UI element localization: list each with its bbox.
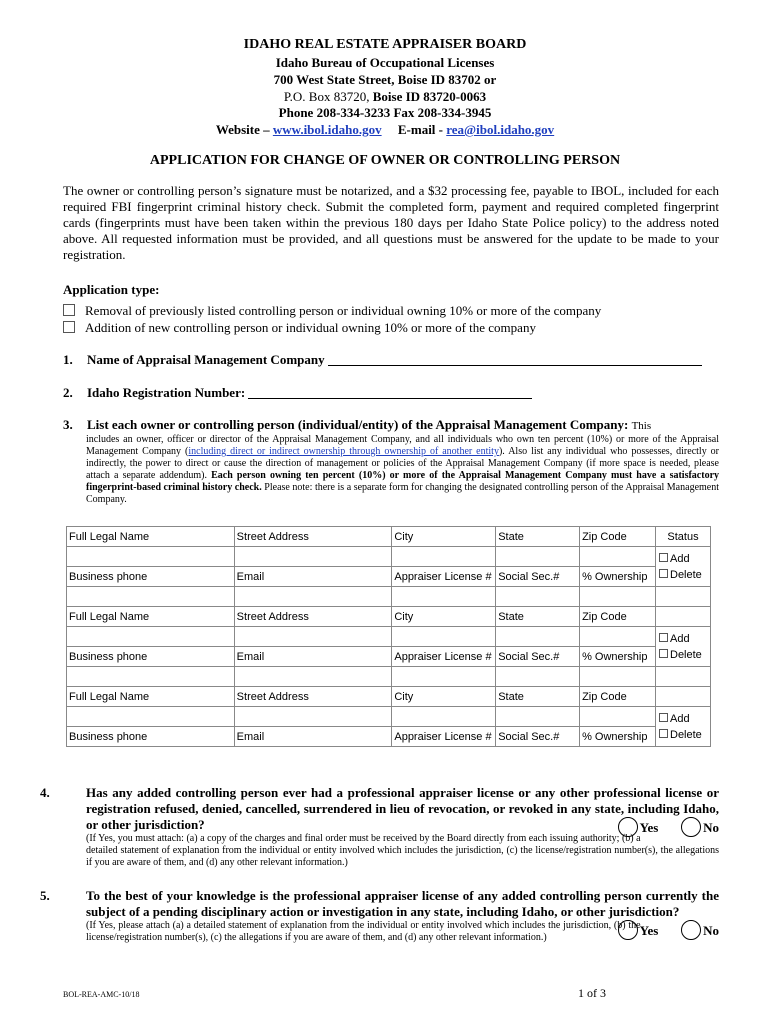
header-street: Street Address — [234, 527, 392, 547]
add-label: Add — [670, 552, 690, 565]
header-license: Appraiser License # — [392, 727, 496, 747]
zip-input[interactable] — [580, 707, 656, 727]
q4-note: (If Yes, you must attach: (a) a copy of the charges and final order must be received by the Board directly from each issuing authority; (b) a detailed statement of explanation from the individual or entity involved which includes the jurisdiction, (c) the license/registration number(s), the allegations if you are aware of them, and (d) any other relevant information.) — [86, 833, 719, 868]
q3-text-1: includes an owner, officer or director of the Appraisal Management Company, and all individuals who own ten percent (10%) or more of the Appraisal Management Company ( — [86, 434, 719, 457]
ssn-input[interactable] — [496, 667, 580, 687]
table-row — [67, 567, 711, 587]
business-phone-input[interactable] — [67, 667, 235, 687]
city-input[interactable] — [392, 547, 496, 567]
header-city: City — [392, 607, 496, 627]
state-input[interactable] — [496, 707, 580, 727]
header-business-phone: Business phone — [67, 727, 235, 747]
email-label: E-mail - — [397, 122, 443, 137]
header-full-name: Full Legal Name — [67, 527, 235, 547]
table-row — [67, 707, 711, 727]
header-business-phone: Business phone — [67, 567, 235, 587]
header-email: Email — [234, 647, 392, 667]
header-ssn: Social Sec.# — [496, 567, 580, 587]
question-3 — [63, 417, 719, 506]
amc-name-field[interactable] — [328, 365, 702, 366]
status-blank — [656, 687, 711, 707]
header-email: Email — [234, 567, 392, 587]
status-add[interactable] — [659, 631, 708, 647]
page-number: 1 of 3 — [578, 986, 606, 1000]
option-removal-label: Removal of previously listed controlling person or individual owning 10% or more of the company — [85, 303, 602, 318]
table-row — [67, 587, 711, 607]
application-type-label: Application type: — [63, 282, 160, 297]
status-add[interactable] — [659, 711, 708, 727]
q5-answers — [641, 920, 719, 940]
ownership-input[interactable] — [580, 587, 656, 607]
q2-label: Idaho Registration Number: — [87, 385, 246, 400]
form-title: APPLICATION FOR CHANGE OF OWNER OR CONTROLLING PERSON — [149, 153, 621, 168]
header-city: City — [392, 687, 496, 707]
registration-number-field[interactable] — [248, 398, 532, 399]
q3-text-2: ). Also list any individual who possesses, directly or indirectly, the power to direct or cause the direction of management or policies of the Appraisal Management Company (if more space is needed, please attach a separate addendum). — [86, 446, 719, 481]
table-row — [67, 547, 711, 567]
header-email: Email — [234, 727, 392, 747]
table-row — [67, 667, 711, 687]
status-add[interactable] — [659, 551, 708, 567]
add-checkbox[interactable] — [659, 633, 668, 642]
header-ssn: Social Sec.# — [496, 647, 580, 667]
state-input[interactable] — [496, 547, 580, 567]
website-label: Website – — [215, 122, 270, 137]
delete-checkbox[interactable] — [659, 649, 668, 658]
bureau-name: Idaho Bureau of Occupational Licenses — [275, 55, 495, 70]
header-state: State — [496, 607, 580, 627]
status-options — [656, 627, 711, 667]
q3-ownership-link[interactable]: including direct or indirect ownership through ownership of another entity — [188, 446, 499, 457]
street-input[interactable] — [234, 707, 392, 727]
header-state: State — [496, 527, 580, 547]
header-city: City — [392, 527, 496, 547]
header-zip: Zip Code — [580, 687, 656, 707]
q4-number: 4. — [40, 785, 50, 800]
delete-label: Delete — [670, 648, 702, 661]
zip-input[interactable] — [580, 547, 656, 567]
ssn-input[interactable] — [496, 587, 580, 607]
q4-label: Has any added controlling person ever had a professional appraiser license or any other professional license or registration refused, denied, cancelled, surrendered in lieu of revocation, or revoked in any state, including Idaho, or other jurisdiction? — [86, 785, 719, 832]
q5-note: (If Yes, please attach (a) a detailed statement of explanation from the individual or entity involved which includes the jurisdiction, (b) the license/registration number(s), (c) the allegations if you are aware of them, and (d) any other relevant information.) — [86, 920, 641, 943]
po-city: Boise ID 83720-0063 — [372, 89, 487, 104]
table-row — [67, 607, 711, 627]
phone-fax: Phone 208-334-3233 Fax 208-334-3945 — [278, 105, 492, 120]
q3-instructions — [86, 434, 719, 506]
full-name-input[interactable] — [67, 627, 235, 647]
license-input[interactable] — [392, 587, 496, 607]
city-input[interactable] — [392, 707, 496, 727]
header-full-name: Full Legal Name — [67, 687, 235, 707]
contact-line — [0, 121, 770, 138]
table-row — [67, 647, 711, 667]
header-zip: Zip Code — [580, 527, 656, 547]
header-zip: Zip Code — [580, 607, 656, 627]
q5-label: To the best of your knowledge is the professional appraiser license of any added controlling person currently the subject of a pending disciplinary action or investigation in any state, including Idaho, or other jurisdiction? — [86, 888, 719, 919]
q1-label: Name of Appraisal Management Company — [87, 352, 325, 367]
q4-no-radio[interactable] — [681, 817, 701, 837]
header-license: Appraiser License # — [392, 647, 496, 667]
header-ssn: Social Sec.# — [496, 727, 580, 747]
status-delete[interactable] — [659, 647, 708, 663]
q1-number: 1. — [63, 352, 73, 367]
status-delete[interactable] — [659, 727, 708, 743]
ownership-input[interactable] — [580, 667, 656, 687]
option-addition[interactable] — [63, 320, 536, 336]
q4-answers — [641, 817, 719, 837]
table-row — [67, 727, 711, 747]
zip-input[interactable] — [580, 627, 656, 647]
po-box: P.O. Box 83720, — [283, 89, 370, 104]
website-link[interactable]: www.ibol.idaho.gov — [272, 122, 382, 137]
q5-number: 5. — [40, 888, 50, 903]
delete-label: Delete — [670, 728, 702, 741]
intro-paragraph: The owner or controlling person’s signature must be notarized, and a $32 processing fee, payable to IBOL, included for each required FBI fingerprint criminal history check. Submit the completed form, payment and required completed fingerprint cards (fingerprints must have been taken within the previous 180 days per Idaho State Police policy) to the address noted above. All requested information must be provided, and all questions must be answered for the update to be made to your registration. — [63, 183, 719, 262]
header-ownership: % Ownership — [580, 647, 656, 667]
question-4 — [40, 785, 719, 869]
header-status: Status — [656, 527, 711, 547]
removal-checkbox[interactable] — [63, 304, 75, 316]
full-name-input[interactable] — [67, 547, 235, 567]
city-input[interactable] — [392, 627, 496, 647]
delete-label: Delete — [670, 568, 702, 581]
header-full-name: Full Legal Name — [67, 607, 235, 627]
header-state: State — [496, 687, 580, 707]
business-phone-input[interactable] — [67, 587, 235, 607]
question-2 — [63, 385, 532, 401]
form-id: BOL-REA-AMC-10/18 — [63, 990, 140, 999]
q3-label: List each owner or controlling person (individual/entity) of the Appraisal Management Company: — [87, 417, 629, 432]
table-row — [67, 527, 711, 547]
q3-this: This — [631, 420, 652, 432]
header-ownership: % Ownership — [580, 727, 656, 747]
street-address: 700 West State Street, Boise ID 83702 or — [273, 72, 497, 87]
status-blank — [656, 607, 711, 627]
license-input[interactable] — [392, 667, 496, 687]
header-street: Street Address — [234, 607, 392, 627]
q5-yes-label: Yes — [639, 923, 659, 938]
state-input[interactable] — [496, 627, 580, 647]
status-blank — [656, 667, 711, 687]
owner-table — [66, 526, 711, 747]
q3-fingerprint-note: Each person owning ten percent (10%) or more of the Appraisal Management Company must have a satisfactory fingerprint-based criminal history check. — [86, 470, 720, 493]
addition-checkbox[interactable] — [63, 321, 75, 333]
option-removal[interactable] — [63, 303, 601, 319]
q2-number: 2. — [63, 385, 73, 400]
po-box-line — [0, 88, 770, 105]
org-name: IDAHO REAL ESTATE APPRAISER BOARD — [243, 37, 527, 52]
question-1 — [63, 352, 702, 368]
option-addition-label: Addition of new controlling person or individual owning 10% or more of the company — [85, 320, 536, 335]
status-options — [656, 707, 711, 747]
header-license: Appraiser License # — [392, 567, 496, 587]
delete-checkbox[interactable] — [659, 729, 668, 738]
status-delete[interactable] — [659, 567, 708, 583]
email-input[interactable] — [234, 667, 392, 687]
add-label: Add — [670, 632, 690, 645]
q4-yes-label: Yes — [639, 820, 659, 835]
header-business-phone: Business phone — [67, 647, 235, 667]
street-input[interactable] — [234, 547, 392, 567]
email-input[interactable] — [234, 587, 392, 607]
add-label: Add — [670, 712, 690, 725]
street-input[interactable] — [234, 627, 392, 647]
delete-checkbox[interactable] — [659, 569, 668, 578]
add-checkbox[interactable] — [659, 713, 668, 722]
table-row — [67, 627, 711, 647]
add-checkbox[interactable] — [659, 553, 668, 562]
question-5 — [40, 888, 719, 944]
email-link[interactable]: rea@ibol.idaho.gov — [446, 122, 555, 137]
status-blank — [656, 587, 711, 607]
q5-no-radio[interactable] — [681, 920, 701, 940]
full-name-input[interactable] — [67, 707, 235, 727]
status-options — [656, 547, 711, 587]
q3-text-3: Please note: there is a separate form for changing the designated controlling person of the Appraisal Management Company. — [86, 482, 719, 505]
table-row — [67, 687, 711, 707]
q4-no-label: No — [703, 820, 719, 835]
header-ownership: % Ownership — [580, 567, 656, 587]
q3-number: 3. — [63, 417, 73, 432]
header-street: Street Address — [234, 687, 392, 707]
q5-no-label: No — [703, 923, 719, 938]
